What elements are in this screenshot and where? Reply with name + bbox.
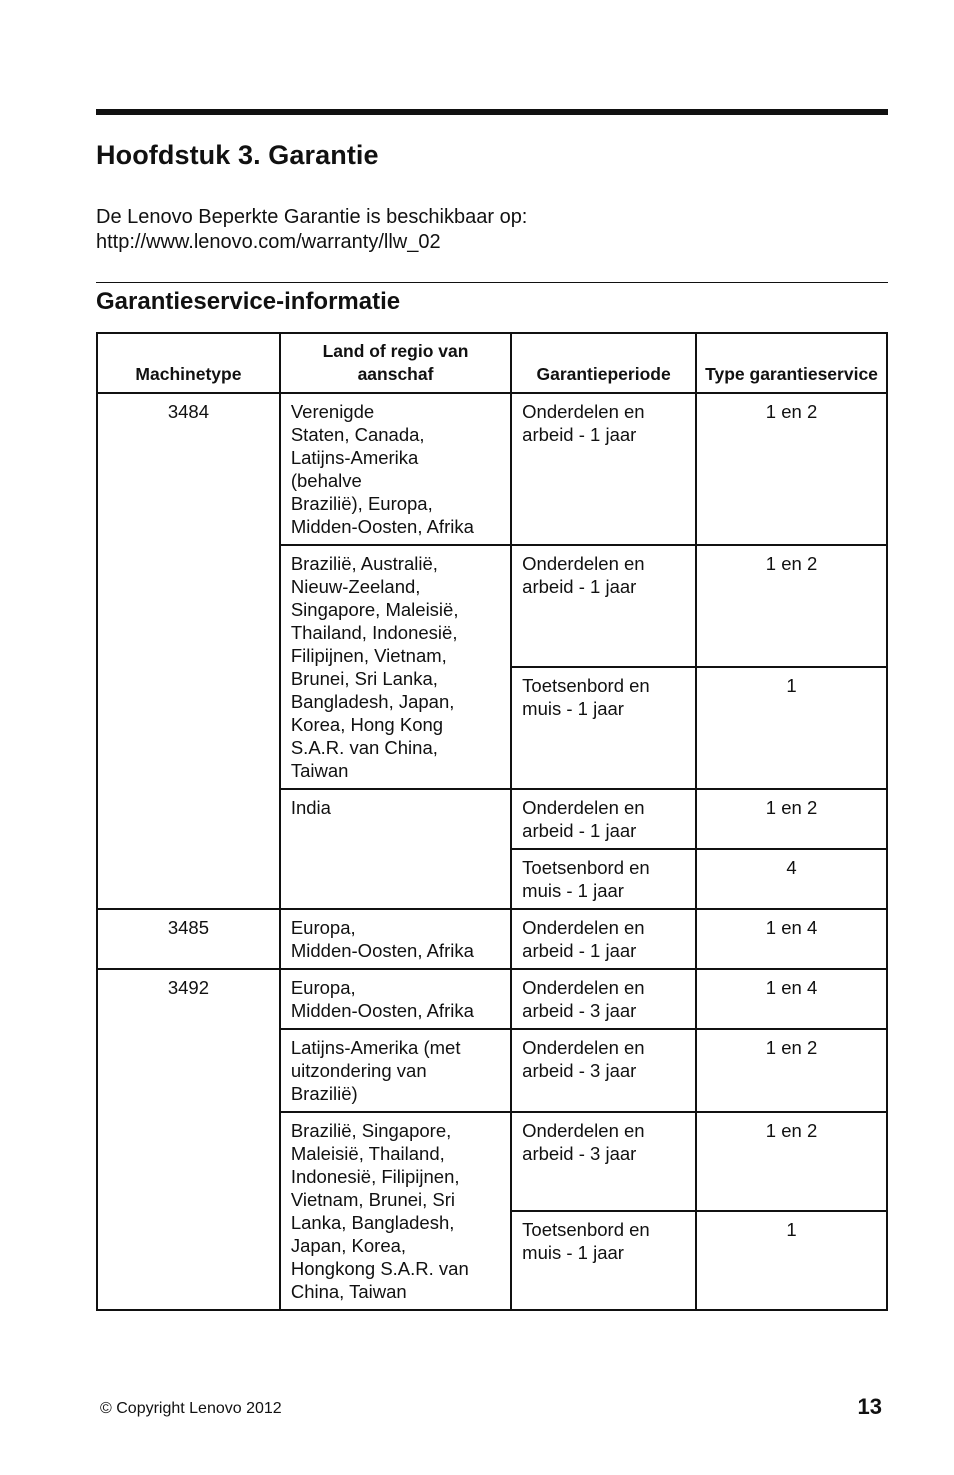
warranty-period-text: Onderdelen en arbeid - 3 jaar: [522, 1037, 645, 1081]
warranty-period-cell: [511, 545, 696, 667]
warranty-period-cell: [511, 909, 696, 969]
warranty-period-text: Onderdelen en arbeid - 1 jaar: [522, 553, 645, 597]
warranty-url: http://www.lenovo.com/warranty/llw_02: [96, 231, 441, 253]
warranty-period-cell: [511, 393, 696, 545]
region-cell: [280, 909, 511, 969]
header-warranty-period: Garantieperiode: [511, 333, 696, 393]
warranty-period-text: Onderdelen en arbeid - 1 jaar: [522, 917, 645, 961]
warranty-period-text: Toetsenbord en muis - 1 jaar: [522, 1219, 650, 1263]
warranty-period-text: Toetsenbord en muis - 1 jaar: [522, 675, 650, 719]
region-cell: [280, 545, 511, 789]
warranty-period-cell: [511, 849, 696, 909]
service-type-cell: 1 en 2: [696, 1029, 887, 1112]
service-type-cell: 1 en 4: [696, 909, 887, 969]
service-type-cell: 1 en 4: [696, 969, 887, 1029]
region-cell: [280, 1029, 511, 1112]
intro-text: De Lenovo Beperkte Garantie is beschikbaar op:: [96, 206, 528, 228]
header-machine-type: Machinetype: [97, 333, 280, 393]
service-type-cell: 1: [696, 667, 887, 789]
section-rule: [96, 282, 888, 283]
section-title: Garantieservice-informatie: [96, 288, 401, 315]
service-type-cell: 1 en 2: [696, 545, 887, 667]
table-row: [97, 969, 887, 1029]
machine-type-cell: 3485: [97, 909, 280, 969]
top-rule: [96, 109, 888, 115]
copyright-text: © Copyright Lenovo 2012: [100, 1400, 282, 1417]
table-header-row: [97, 333, 887, 393]
warranty-period-text: Onderdelen en arbeid - 1 jaar: [522, 797, 645, 841]
page-number: 13: [857, 1394, 882, 1419]
region-text: Europa, Midden-Oosten, Afrika: [290, 917, 474, 961]
region-cell: [280, 969, 511, 1029]
table-body: [97, 393, 887, 1310]
service-type-cell: 1 en 2: [696, 789, 887, 849]
warranty-period-text: Onderdelen en arbeid - 3 jaar: [522, 1120, 645, 1164]
warranty-period-cell: [511, 1112, 696, 1211]
region-text: Europa, Midden-Oosten, Afrika: [290, 977, 474, 1021]
warranty-period-cell: [511, 1029, 696, 1112]
region-text: Latijns-Amerika (met uitzondering van Brazilië): [290, 1037, 461, 1104]
region-text: Brazilië, Australië, Nieuw-Zeeland, Singapore, Maleisië, Thailand, Indonesië, Filipijnen, Vietnam, Brunei, Sri Lanka, Bangladesh, Japan, Korea, Hong Kong S.A.R. van China, Taiwan: [290, 553, 459, 781]
region-text: Brazilië, Singapore, Maleisië, Thailand, Indonesië, Filipijnen, Vietnam, Brunei, Sri Lanka, Bangladesh, Japan, Korea, Hongkong S.A.R. van China, Taiwan: [290, 1120, 469, 1302]
warranty-period-cell: [511, 667, 696, 789]
machine-type-cell: 3492: [97, 969, 280, 1310]
warranty-period-cell: [511, 1211, 696, 1310]
intro-paragraph: [96, 205, 527, 255]
region-cell: [280, 1112, 511, 1310]
machine-type-cell: 3484: [97, 393, 280, 909]
warranty-table: [96, 332, 888, 1311]
service-type-cell: 1 en 2: [696, 393, 887, 545]
warranty-period-text: Onderdelen en arbeid - 3 jaar: [522, 977, 645, 1021]
table-row: [97, 393, 887, 545]
table-row: [97, 909, 887, 969]
warranty-period-text: Toetsenbord en muis - 1 jaar: [522, 857, 650, 901]
warranty-period-cell: [511, 789, 696, 849]
chapter-title: Hoofdstuk 3. Garantie: [96, 140, 379, 170]
region-cell: [280, 789, 511, 909]
region-text: Verenigde Staten, Canada, Latijns-Amerika (behalve Brazilië), Europa, Midden-Oosten, Afrika: [290, 401, 474, 537]
header-region: Land of regio van aanschaf: [280, 333, 511, 393]
warranty-period-cell: [511, 969, 696, 1029]
region-text: India: [290, 797, 331, 818]
service-type-cell: 1: [696, 1211, 887, 1310]
warranty-period-text: Onderdelen en arbeid - 1 jaar: [522, 401, 645, 445]
service-type-cell: 1 en 2: [696, 1112, 887, 1211]
header-service-type: Type garantieservice: [696, 333, 887, 393]
region-cell: [280, 393, 511, 545]
service-type-cell: 4: [696, 849, 887, 909]
